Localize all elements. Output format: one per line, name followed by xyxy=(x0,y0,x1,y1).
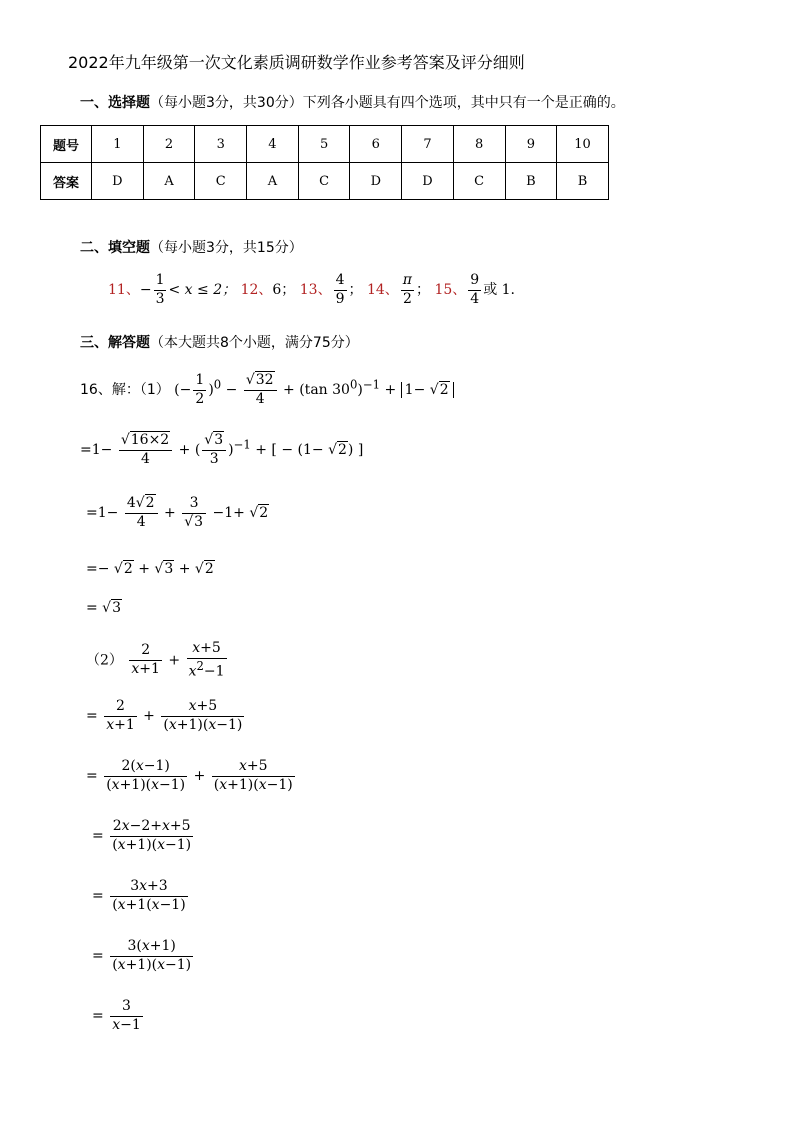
question-number: 7 xyxy=(402,126,454,163)
q16-part2-step4: = $\frac{3x+3}{(x+1(x-1)}$ xyxy=(92,878,186,913)
answer-row xyxy=(41,163,609,200)
q11-label: 11、 xyxy=(108,282,140,298)
document-title: 2022年九年级第一次文化素质调研数学作业参考答案及评分细则 xyxy=(68,53,525,72)
q15-fraction: $\frac{9}{4}$ xyxy=(470,272,480,307)
section-2-title: 二、填空题 xyxy=(80,240,150,256)
section-1-heading xyxy=(80,92,625,112)
q11-inequality: < x ≤ 2； xyxy=(168,282,237,298)
row-label-question: 题号 xyxy=(41,126,92,163)
q14-fraction: $\frac{\pi}{2}$ xyxy=(402,272,412,307)
q16-part2-step2: = $\frac{2(x-1)}{(x+1)(x-1)}$ + $\frac{x+5}{(x+1)(x-1)}$ xyxy=(86,758,293,793)
question-number: 5 xyxy=(298,126,350,163)
q16-part2-step3: = $\frac{2x-2+x+5}{(x+1)(x-1)}$ xyxy=(92,818,192,853)
question-number: 10 xyxy=(557,126,609,163)
question-number: 2 xyxy=(143,126,195,163)
section-2-note: （每小题3分，共15分） xyxy=(150,240,303,256)
q16-part2-result: = $\frac{3}{x-1}$ xyxy=(92,998,141,1033)
row-label-answer: 答案 xyxy=(41,163,92,200)
question-number-row xyxy=(41,126,609,163)
question-number: 9 xyxy=(505,126,557,163)
q16-step3: =− √2 + √3 + √2 xyxy=(86,561,214,577)
answer-cell: C xyxy=(453,163,505,200)
answer-cell: C xyxy=(195,163,247,200)
q15-label: 15、 xyxy=(434,282,467,298)
section-2-heading xyxy=(80,237,303,257)
q16-part2-step5: = $\frac{3(x+1)}{(x+1)(x-1)}$ xyxy=(92,938,192,973)
question-number: 3 xyxy=(195,126,247,163)
q16-part1-expression: 16、解：（1） (− $\frac{1}{2}$ )$^0$ − $\frac{√32}{4}$ + (tan $30^0)^{-1} + 1- √2$ xyxy=(80,372,454,408)
section-3-note: （本大题共8个小题，满分75分） xyxy=(150,335,359,351)
q11-fraction: $\frac{1}{3}$ xyxy=(155,272,165,307)
question-number: 6 xyxy=(350,126,402,163)
q16-label: 16、解：（1） xyxy=(80,382,170,398)
answer-cell: A xyxy=(143,163,195,200)
answer-cell: D xyxy=(92,163,144,200)
q16-step1: =1− $\frac{√16\times 2}{4}$ + ( $\frac{√3}{3}$ )$^{-1}$ + [ − (1− √2) ] xyxy=(80,432,364,467)
q14-sep: ； xyxy=(416,282,430,298)
section-3-title: 三、解答题 xyxy=(80,335,150,351)
q13-sep: ； xyxy=(348,282,363,298)
answer-cell: D xyxy=(402,163,454,200)
question-number: 1 xyxy=(92,126,144,163)
answer-cell: D xyxy=(350,163,402,200)
answer-cell: A xyxy=(247,163,299,200)
answer-cell: C xyxy=(298,163,350,200)
answer-cell: B xyxy=(557,163,609,200)
q14-label: 14、 xyxy=(366,282,399,298)
fill-in-answers xyxy=(108,272,515,308)
answer-cell: B xyxy=(505,163,557,200)
q11-minus: − xyxy=(139,282,152,298)
q15-tail: 或 1. xyxy=(483,282,516,298)
section-3-heading xyxy=(80,332,359,352)
q16-step2: =1− $\frac{4√2}{4}$ + $\frac{3}{√3}$ −1+ √2 xyxy=(86,495,269,530)
section-1-title: 一、选择题 xyxy=(80,95,150,111)
answer-table xyxy=(40,125,609,200)
q13-fraction: $\frac{4}{9}$ xyxy=(335,272,345,307)
q16-part2-expression: （2） $\frac{2}{x+1}$ + $\frac{x+5}{x^2-1}$ xyxy=(86,640,225,680)
question-number: 8 xyxy=(453,126,505,163)
q13-label: 13、 xyxy=(299,282,332,298)
q16-part2-step1: = $\frac{2}{x+1}$ + $\frac{x+5}{(x+1)(x-1)}$ xyxy=(86,698,243,733)
part2-label: （2） xyxy=(86,652,123,669)
section-1-note: （每小题3分，共30分）下列各小题具有四个选项，其中只有一个是正确的。 xyxy=(150,95,625,111)
q16-result1: = √3 xyxy=(86,600,122,616)
question-number: 4 xyxy=(247,126,299,163)
q12-answer: 6； xyxy=(272,282,296,298)
q12-label: 12、 xyxy=(240,282,273,298)
